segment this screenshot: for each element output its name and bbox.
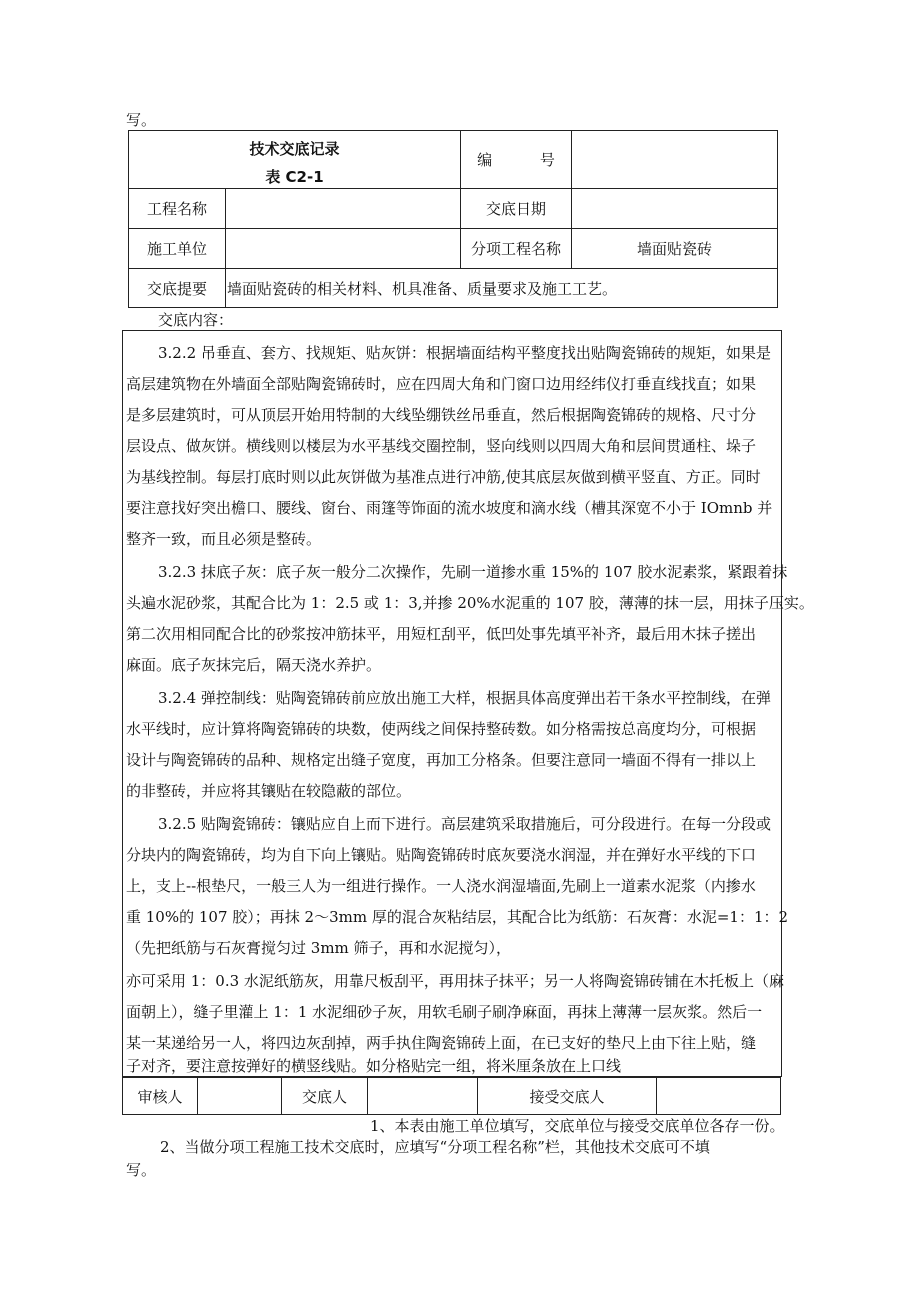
content-line: 面朝上），缝子里灌上 1：1 水泥细砂子灰，用软毛刷子刷净麻面，再抹上薄薄一层灰浆。然后一 — [126, 1003, 763, 1021]
top-note: 写。 — [126, 111, 157, 129]
content-line: 头遍水泥砂浆，其配合比为 1：2.5 或 1：3,并掺 20%水泥重的 107 胶，薄薄的抹一层，用抹子压实。 — [126, 594, 814, 612]
content-line: 重 10%的 107 胶）；再抹 2～3mm 厚的混合灰粘结层，其配合比为纸筋：石灰膏：水泥=1：1：2 — [126, 908, 789, 926]
content-label: 交底内容： — [158, 311, 234, 329]
date-field[interactable] — [572, 189, 777, 228]
number-field[interactable] — [572, 131, 777, 188]
unit-field[interactable] — [226, 229, 460, 268]
content-line: 亦可采用 1：0.3 水泥纸筋灰，用靠尺板刮平，再用抹子抹平；另一人将陶瓷锦砖铺在木托板上（麻 — [126, 972, 784, 990]
content-line: 分块内的陶瓷锦砖，均为自下向上镶贴。贴陶瓷锦砖时底灰要浇水润湿，并在弹好水平线的下口 — [126, 846, 757, 864]
content-line: 为基线控制。每层打底时则以此灰饼做为基准点进行冲筋,使其底层灰做到横平竖直、方正。同时 — [126, 468, 761, 486]
content-line: 整齐一致，而且必须是整砖。 — [126, 530, 322, 548]
content-box — [122, 330, 814, 1077]
note-2: 2、当做分项工程施工技术交底时，应填写“分项工程名称”栏，其他技术交底可不填 — [160, 1138, 710, 1156]
form-number: 表 C2-1 — [265, 167, 324, 186]
note-2-continued: 写。 — [126, 1161, 157, 1179]
discloser-label: 交底人 — [301, 1087, 347, 1106]
subitem-label: 分项工程名称 — [470, 240, 561, 258]
number-label: 编 号 — [477, 151, 555, 169]
content-line: 是多层建筑时，可从顶层开始用特制的大线坠绷铁丝吊垂直，然后根据陶瓷锦砖的规格、尺寸分 — [126, 406, 757, 424]
date-label: 交底日期 — [485, 200, 546, 218]
project-name-field[interactable] — [226, 189, 460, 228]
summary-field[interactable]: 墙面贴瓷砖的相关材料、机具准备、质量要求及施工工艺。 — [227, 279, 618, 298]
note-1: 1、本表由施工单位填写，交底单位与接受交底单位各存一份。 — [370, 1117, 785, 1135]
reviewer-field[interactable] — [198, 1078, 281, 1114]
content-line: 要注意找好突出檐口、腰线、窗台、雨篷等饰面的流水坡度和滴水线（槽其深宽不小于 IOmnb 并 — [126, 499, 773, 517]
subitem-field[interactable]: 墙面贴瓷砖 — [636, 240, 712, 258]
unit-label: 施工单位 — [146, 240, 207, 258]
reviewer-label: 审核人 — [137, 1087, 183, 1106]
content-line: 第二次用相同配合比的砂浆按冲筋抹平，用短杠刮平，低凹处事先填平补齐，最后用木抹子搓出 — [126, 625, 757, 643]
header-table — [128, 130, 778, 308]
content-line: 子对齐，要注意按弹好的横竖线贴。如分格贴完一组，将米厘条放在上口线 — [126, 1057, 622, 1075]
content-line: 麻面。底子灰抹完后，隔天浇水养护。 — [126, 656, 382, 674]
content-line: 3.2.4 弹控制线：贴陶瓷锦砖前应放出施工大样，根据具体高度弹出若干条水平控制线，在弹 — [158, 689, 771, 707]
summary-label: 交底提要 — [146, 279, 207, 298]
content-line: 3.2.2 吊垂直、套方、找规矩、贴灰饼：根据墙面结构平整度找出贴陶瓷锦砖的规矩，如果是 — [158, 344, 771, 362]
content-line: 上，支上--根垫尺，一般三人为一组进行操作。一人浇水润湿墙面,先刷上一道素水泥浆（内掺水 — [126, 877, 756, 895]
content-line: 高层建筑物在外墙面全部贴陶瓷锦砖时，应在四周大角和门窗口边用经纬仪打垂直线找直；如果 — [126, 375, 757, 393]
project-name-label: 工程名称 — [146, 200, 207, 218]
sign-table — [122, 1077, 781, 1115]
content-line: 层设点、做灰饼。横线则以楼层为水平基线交圈控制，竖向线则以四周大角和层间贯通柱、垛子 — [126, 437, 757, 455]
content-line: 水平线时，应计算将陶瓷锦砖的块数，使两线之间保持整砖数。如分格需按总高度均分，可根据 — [126, 720, 757, 738]
content-line: （先把纸筋与石灰膏搅匀过 3mm 筛子，再和水泥搅匀）， — [126, 939, 512, 957]
content-line: 设计与陶瓷锦砖的品种、规格定出缝子宽度，再加工分格条。但要注意同一墙面不得有一排以上 — [126, 751, 757, 769]
receiver-label: 接受交底人 — [529, 1087, 605, 1106]
receiver-field[interactable] — [657, 1078, 779, 1114]
content-line: 某一某递给另一人，将四边灰刮掉，两手执住陶瓷锦砖上面，在已支好的垫尺上由下往上贴，缝 — [126, 1034, 757, 1052]
record-title: 技术交底记录 — [249, 139, 340, 158]
content-line: 3.2.5 贴陶瓷锦砖：镶贴应自上而下进行。高层建筑采取措施后，可分段进行。在每一分段或 — [158, 815, 771, 833]
content-line: 3.2.3 抹底子灰：底子灰一般分二次操作，先刷一道掺水重 15%的 107 胶水泥素浆，紧跟着抹 — [158, 563, 788, 581]
discloser-field[interactable] — [368, 1078, 477, 1114]
content-line: 的非整砖，并应将其镶贴在较隐蔽的部位。 — [126, 782, 412, 800]
